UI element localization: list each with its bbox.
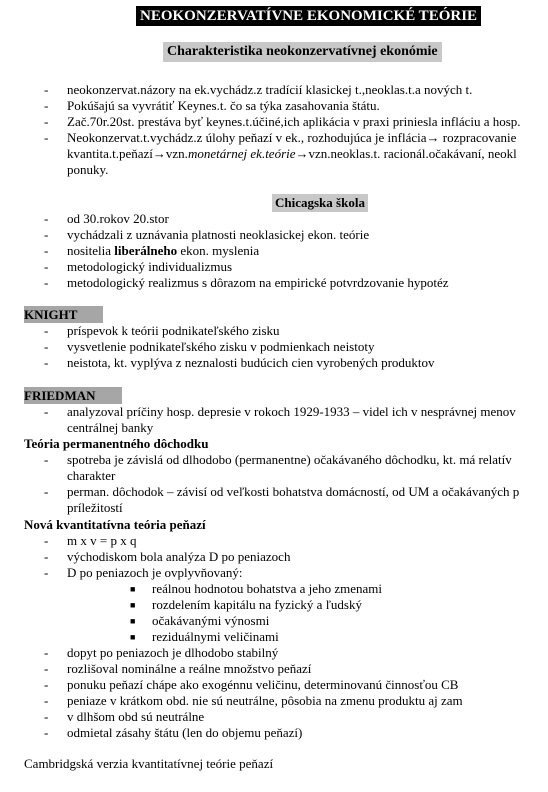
- dash-marker: -: [44, 82, 49, 97]
- list-item-text: metodologický realizmus s dôrazom na empirické potvrdzovanie hypotéz: [67, 275, 449, 290]
- text-line: ponuky.: [67, 162, 109, 177]
- list-item-text: [67, 484, 548, 516]
- list-item-text: ponuku peňazí chápe ako exogénnu veličinu, determinovanú činnosťou CB: [67, 677, 459, 692]
- square-bullet-icon: ■: [130, 584, 136, 594]
- text-line: [67, 146, 548, 162]
- list-item-text: m x v = p x q: [67, 533, 137, 548]
- list-item-text: dopyt po peniazoch je dlhodobo stabilný: [67, 645, 279, 660]
- dash-marker: -: [44, 452, 49, 467]
- list-item: [0, 355, 548, 371]
- dash-marker: -: [44, 404, 49, 419]
- dash-marker: -: [44, 661, 49, 676]
- list-item-text: odmietal zásahy štátu (len do objemu peňazí): [67, 725, 303, 740]
- chicago-list: [0, 211, 548, 291]
- list-item-text: východiskom bola analýza D po peniazoch: [67, 549, 291, 564]
- list-item-text: peniaze v krátkom obd. nie sú neutrálne, pôsobia na zmenu produktu aj zam: [67, 693, 463, 708]
- dash-marker: -: [44, 565, 49, 580]
- list-item-text: metodologický individualizmus: [67, 259, 233, 274]
- knight-list: [0, 323, 548, 371]
- dash-marker: -: [44, 211, 49, 226]
- text-line: charakter: [67, 468, 116, 483]
- heading-new-quantity-theory: Nová kvantitatívna teória peňazí: [24, 517, 206, 532]
- list-item: [0, 211, 548, 227]
- list-item: [0, 82, 548, 98]
- dash-marker: -: [44, 355, 49, 370]
- list-item-text: rozdelením kapitálu na fyzický a ľudský: [152, 597, 362, 612]
- dash-marker: -: [44, 275, 49, 290]
- page-title: NEOKONZERVATÍVNE EKONOMICKÉ TEÓRIE: [136, 6, 481, 26]
- dash-marker: -: [44, 484, 49, 499]
- list-item-text: vychádzali z uznávania platnosti neoklasickej ekon. teórie: [67, 227, 370, 242]
- text-line: spotreba je závislá od dlhodobo (permanentne) očakávaného dôchodku, kt. má relatív: [67, 452, 512, 467]
- text-line: analyzoval príčiny hosp. depresie v rokoch 1929-1933 – videl ich v nesprávnej menov: [67, 404, 516, 419]
- dash-marker: -: [44, 549, 49, 564]
- dash-marker: -: [44, 98, 49, 113]
- list-item: [0, 661, 548, 677]
- sub-list-item: [0, 613, 548, 629]
- list-item-text: očakávanými výnosmi: [152, 613, 270, 628]
- list-item-text: Pokúšajú sa vyvrátiť Keynes.t. čo sa týka zasahovania štátu.: [67, 98, 380, 113]
- list-item: [0, 645, 548, 661]
- square-bullet-icon: ■: [130, 632, 136, 642]
- text-span: kvantita.t.peňazí→vzn.: [67, 146, 188, 161]
- list-item: [0, 323, 548, 339]
- list-item: [0, 693, 548, 709]
- list-item-text: [67, 452, 548, 484]
- list-item: [0, 725, 548, 741]
- list-item-text: [67, 404, 548, 436]
- sub-list-item: [0, 581, 548, 597]
- dash-marker: -: [44, 709, 49, 724]
- list-item-text: [67, 243, 548, 259]
- list-item: [0, 533, 548, 549]
- permanent-income-list: [0, 452, 548, 516]
- dash-marker: -: [44, 677, 49, 692]
- text-line: Neokonzervat.t.vychádz.z úlohy peňazí v ek., rozhodujúca je inflácia→ rozpracovanie: [67, 130, 517, 145]
- dash-marker: -: [44, 323, 49, 338]
- square-bullet-icon: ■: [130, 616, 136, 626]
- dash-marker: -: [44, 130, 49, 145]
- section-title-chicago: Chicagska škola: [272, 194, 368, 212]
- dash-marker: -: [44, 693, 49, 708]
- square-bullet-icon: ■: [130, 600, 136, 610]
- list-item: [0, 275, 548, 291]
- bold-term: liberálneho: [114, 243, 178, 258]
- list-item: [0, 677, 548, 693]
- sub-list-item: [0, 597, 548, 613]
- list-item-text: od 30.rokov 20.stor: [67, 211, 169, 226]
- list-item-text: D po peniazoch je ovplyvňovaný:: [67, 565, 243, 580]
- list-item: [0, 549, 548, 565]
- list-item: [0, 114, 548, 130]
- text-span: →vzn.neoklas.t. racionál.očakávaní, neokl: [295, 146, 517, 161]
- dash-marker: -: [44, 227, 49, 242]
- section-title-friedman: FRIEDMAN: [24, 387, 122, 404]
- text-line: príležitostí: [67, 500, 123, 515]
- text-span: ekon. myslenia: [177, 243, 260, 258]
- text-span: nositelia: [67, 243, 115, 258]
- list-item-text: [67, 130, 548, 178]
- dash-marker: -: [44, 725, 49, 740]
- dash-marker: -: [44, 243, 49, 258]
- list-item-text: rozlišoval nominálne a reálne množstvo peňazí: [67, 661, 312, 676]
- list-item: [0, 452, 548, 484]
- list-item-text: vysvetlenie podnikateľského zisku v podmienkach neistoty: [67, 339, 375, 354]
- dash-marker: -: [44, 645, 49, 660]
- list-item-text: Zač.70r.20st. prestáva byť keynes.t.účiné,ich aplikácia v praxi priniesla infláciu a hosp.: [67, 114, 521, 129]
- list-item: [0, 130, 548, 178]
- text-line: perman. dôchodok – závisí od veľkosti bohatstva domácností, od UM a očakávaných p: [67, 484, 520, 499]
- dash-marker: -: [44, 114, 49, 129]
- list-item-text: príspevok k teórii podnikateľského zisku: [67, 323, 280, 338]
- list-item: [0, 98, 548, 114]
- list-item-text: v dlhšom obd sú neutrálne: [67, 709, 205, 724]
- list-item: [0, 484, 548, 516]
- list-item-text: reziduálnymi veličinami: [152, 629, 279, 644]
- list-item-text: neokonzervat.názory na ek.vychádz.z tradícií klasickej t.,neoklas.t.a nových t.: [67, 82, 473, 97]
- dash-marker: -: [44, 259, 49, 274]
- heading-permanent-income: Teória permanentného dôchodku: [24, 436, 209, 451]
- list-item-text: reálnou hodnotou bohatstva a jeho zmenami: [152, 581, 382, 596]
- footer-heading: Cambridgská verzia kvantitatívnej teórie peňazí: [24, 756, 274, 771]
- list-item-text: neistota, kt. vyplýva z neznalosti budúcich cien vyrobených produktov: [67, 355, 435, 370]
- list-item: [0, 259, 548, 275]
- text-line: centrálnej banky: [67, 420, 154, 435]
- list-item: [0, 565, 548, 581]
- section-title-knight: KNIGHT: [24, 306, 103, 323]
- intro-list: [0, 82, 548, 178]
- list-item: [0, 227, 548, 243]
- list-item: [0, 339, 548, 355]
- dash-marker: -: [44, 339, 49, 354]
- sub-list-item: [0, 629, 548, 645]
- list-item: [0, 709, 548, 725]
- friedman-list: [0, 404, 548, 436]
- quantity-theory-list: [0, 533, 548, 741]
- list-item: [0, 404, 548, 436]
- italic-term: monetárnej ek.teórie: [187, 146, 296, 161]
- section-title-characteristics: Charakteristika neokonzervatívnej ekonómie: [163, 42, 442, 62]
- list-item: [0, 243, 548, 259]
- dash-marker: -: [44, 533, 49, 548]
